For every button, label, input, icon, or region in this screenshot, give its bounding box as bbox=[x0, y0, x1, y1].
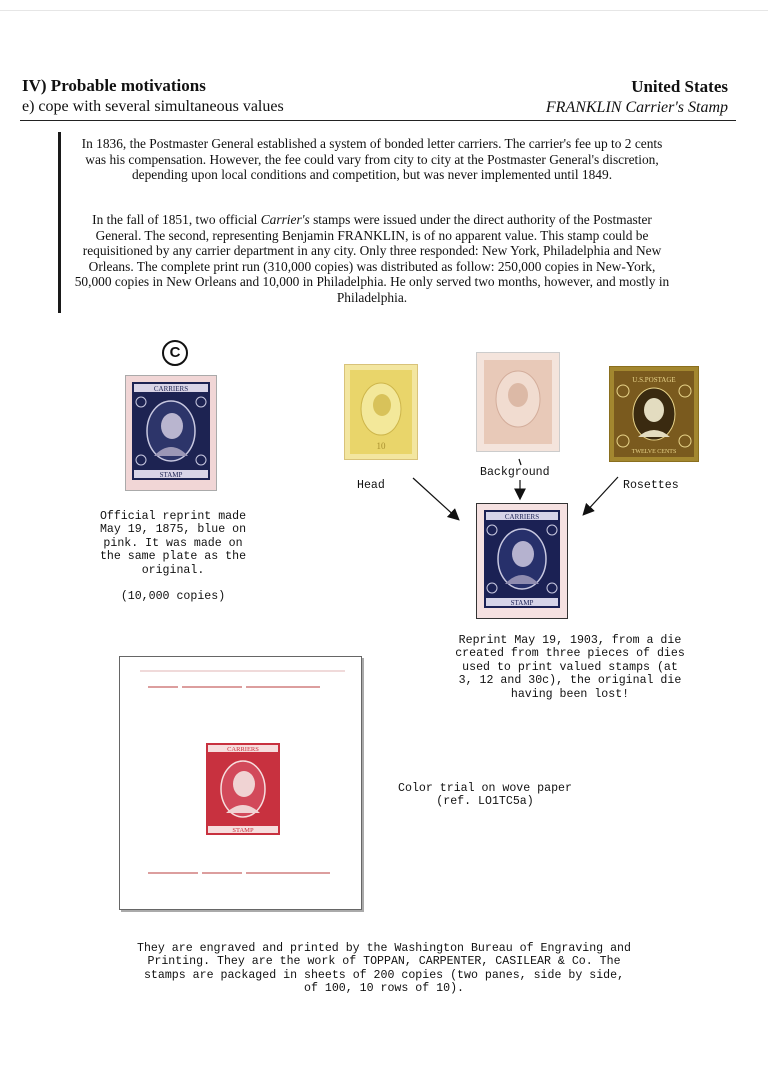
arrow-rosettes bbox=[584, 477, 618, 514]
label-background: Background bbox=[480, 466, 550, 479]
label-rosettes: Rosettes bbox=[623, 479, 679, 492]
stamp-1903-top-text: CARRIERS bbox=[504, 513, 540, 521]
section-title: IV) Probable motivations bbox=[22, 76, 206, 95]
intro-paragraph-1: In 1836, the Postmaster General established a system of bonded letter carriers. The carrier's fee up to 2 cents was his compensation. However, the fee could vary from city to city at the Postmaster General's discretion, depending upon local conditions and competition, but was never implemented until 1849. bbox=[81, 136, 663, 183]
trial-stamp-top-text: CARRIERS bbox=[227, 746, 259, 753]
rosettes-stamp-bottom-text: TWELVE CENTS bbox=[631, 449, 677, 455]
arrow-head bbox=[413, 478, 458, 519]
stamp-reprint-1903-image bbox=[477, 504, 567, 618]
intro-paragraph-2-italic: Carrier's bbox=[260, 212, 310, 227]
reprint-1903-caption: Reprint May 19, 1903, from a die created from three pieces of dies used to print valued stamps (at 3, 12 and 30c), the original die having been lost! bbox=[455, 634, 685, 701]
color-trial-image bbox=[120, 657, 361, 909]
head-stamp-value: 10 bbox=[376, 441, 386, 451]
stamp-1903-bottom-text: STAMP bbox=[510, 599, 534, 607]
stamp-1875-top-text: CARRIERS bbox=[153, 385, 189, 393]
stamp-title: FRANKLIN Carrier's Stamp bbox=[545, 99, 728, 116]
intro-paragraph-2-end: stamps were issued under the direct authority of the Postmaster General. The second, representing Benjamin FRANKLIN, is of no apparent value. This stamp could be requisitioned by any carrier department in any city. Only three responded: New York, Philadelphia and New Orleans. The complete print run (310,000 copies) was distributed as follow: 250,000 copies in New-York, 50,000 copies in New Orleans and 10,000 in Philadelphia. He only served two months, however, and mostly in Philadelphia. bbox=[74, 212, 670, 305]
reprint-1875-caption: Official reprint made May 19, 1875, blue on pink. It was made on the same plate as the original. bbox=[99, 510, 247, 577]
intro-paragraph-2-start: In the fall of 1851, two official bbox=[92, 212, 261, 227]
trial-stamp-bottom-text: STAMP bbox=[232, 827, 254, 834]
stamp-reprint-1903 bbox=[476, 503, 568, 619]
label-head: Head bbox=[357, 479, 385, 492]
rosettes-stamp-top-text: U.S.POSTAGE bbox=[632, 376, 676, 384]
color-trial-card bbox=[119, 656, 362, 910]
country-title: United States bbox=[631, 77, 728, 96]
catalog-mark-c: C bbox=[162, 340, 188, 366]
stamp-1875-bottom-text: STAMP bbox=[159, 471, 183, 479]
footer-note: They are engraved and printed by the Washington Bureau of Engraving and Printing. They are the work of TOPPAN, CARPENTER, CASILEAR & Co. The stamps are packaged in sheets of 200 copies (two panes, side by side, of 100, 10 rows of 10). bbox=[137, 942, 631, 996]
arrow-background-tick bbox=[519, 459, 521, 465]
reprint-1875-copies: (10,000 copies) bbox=[120, 590, 226, 603]
section-subtitle: e) cope with several simultaneous values bbox=[22, 98, 284, 115]
color-trial-caption: Color trial on wove paper (ref. LO1TC5a) bbox=[398, 782, 572, 809]
